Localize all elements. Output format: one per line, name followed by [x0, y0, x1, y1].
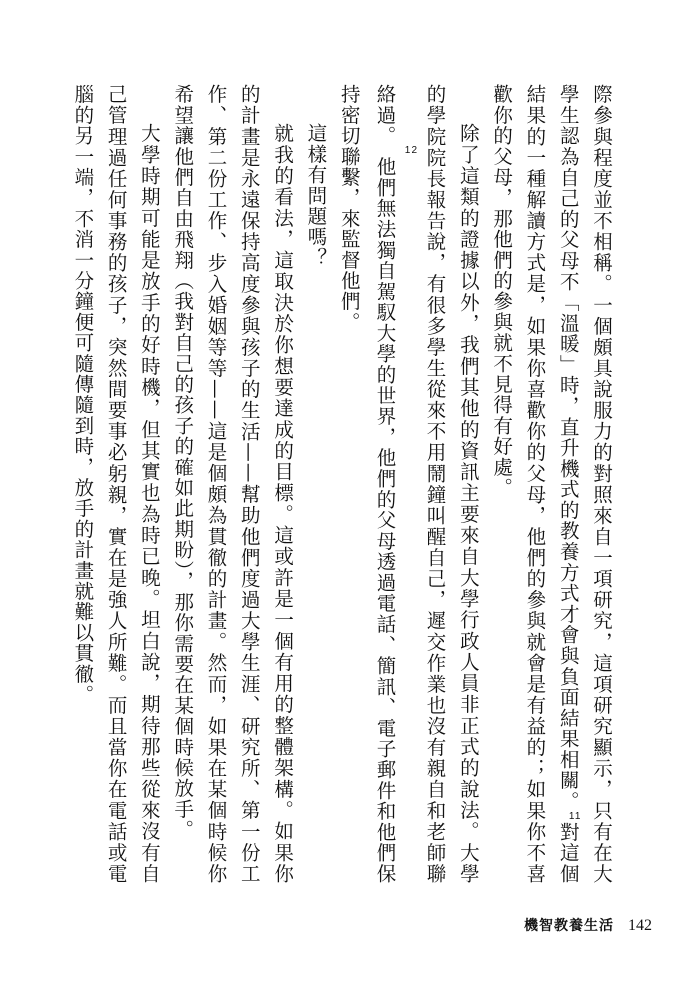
- paragraph: [332, 84, 484, 884]
- paragraph-question: 這樣有問題嗎？: [304, 123, 328, 268]
- body-text: [58, 84, 618, 884]
- footnote-marker[interactable]: 12: [404, 145, 419, 157]
- paragraph-text: 除了這類的證據以外，我們其他的資訊主要來自大學行政人員非正式的說法。大學的學院院長報告說，有很多學生從來不用鬧鐘叫醒自己，遲交作業也沒有親自和老師聯絡過。: [373, 84, 480, 884]
- page-footer: [524, 915, 652, 935]
- footnote-marker[interactable]: 11: [568, 810, 582, 822]
- paragraph: 就我的看法，這取決於你想要達成的目標。這或許是一個有用的整體架構。如果你的計畫是永遠保持高度參與孩子的生活——幫助他們度過大學生涯、研究所、第一份工作、第二份工作、步入婚姻等等——這是個頗為貫徹的計畫。然而，如果在某個時候你希望讓他們自由飛翔（我對自己的孩子的確如此期盼），那你需要在某個時候放手。: [171, 84, 295, 884]
- paragraph: 大學時期可能是放手的好時機，但其實也為時已晚。坦白說，期待那些從來沒有自己管理過任何事務的孩子，突然間要事必躬親，實在是強人所難。而且當你在電話或電腦的另一端，不消一分鐘便可隨傳隨到時，放手的計畫就難以貫徹。: [71, 84, 161, 884]
- paragraph-continuation: [485, 84, 618, 884]
- paragraph-text: 他們無法獨自駕馭大學的世界，他們的父母透過電話、簡訊、電子郵件和他們保持密切聯繫，來監督他們。: [337, 84, 397, 884]
- paragraph-text: 對這個結果的一種解讀方式是，如果你喜歡你的父母，他們的參與就會是有益的；如果你不喜歡你的父母，那他們的參與就不見得有好處。: [490, 84, 580, 884]
- running-title: 機智教養生活: [524, 918, 614, 934]
- paragraph-text: 際參與程度並不相稱。一個頗具說服力的對照來自一項研究，這項研究顯示，只有在大學生認為自己的父母不「溫暖」時，直升機式的教養方式才會與負面結果相關。: [556, 84, 613, 884]
- page-number: 142: [628, 917, 652, 934]
